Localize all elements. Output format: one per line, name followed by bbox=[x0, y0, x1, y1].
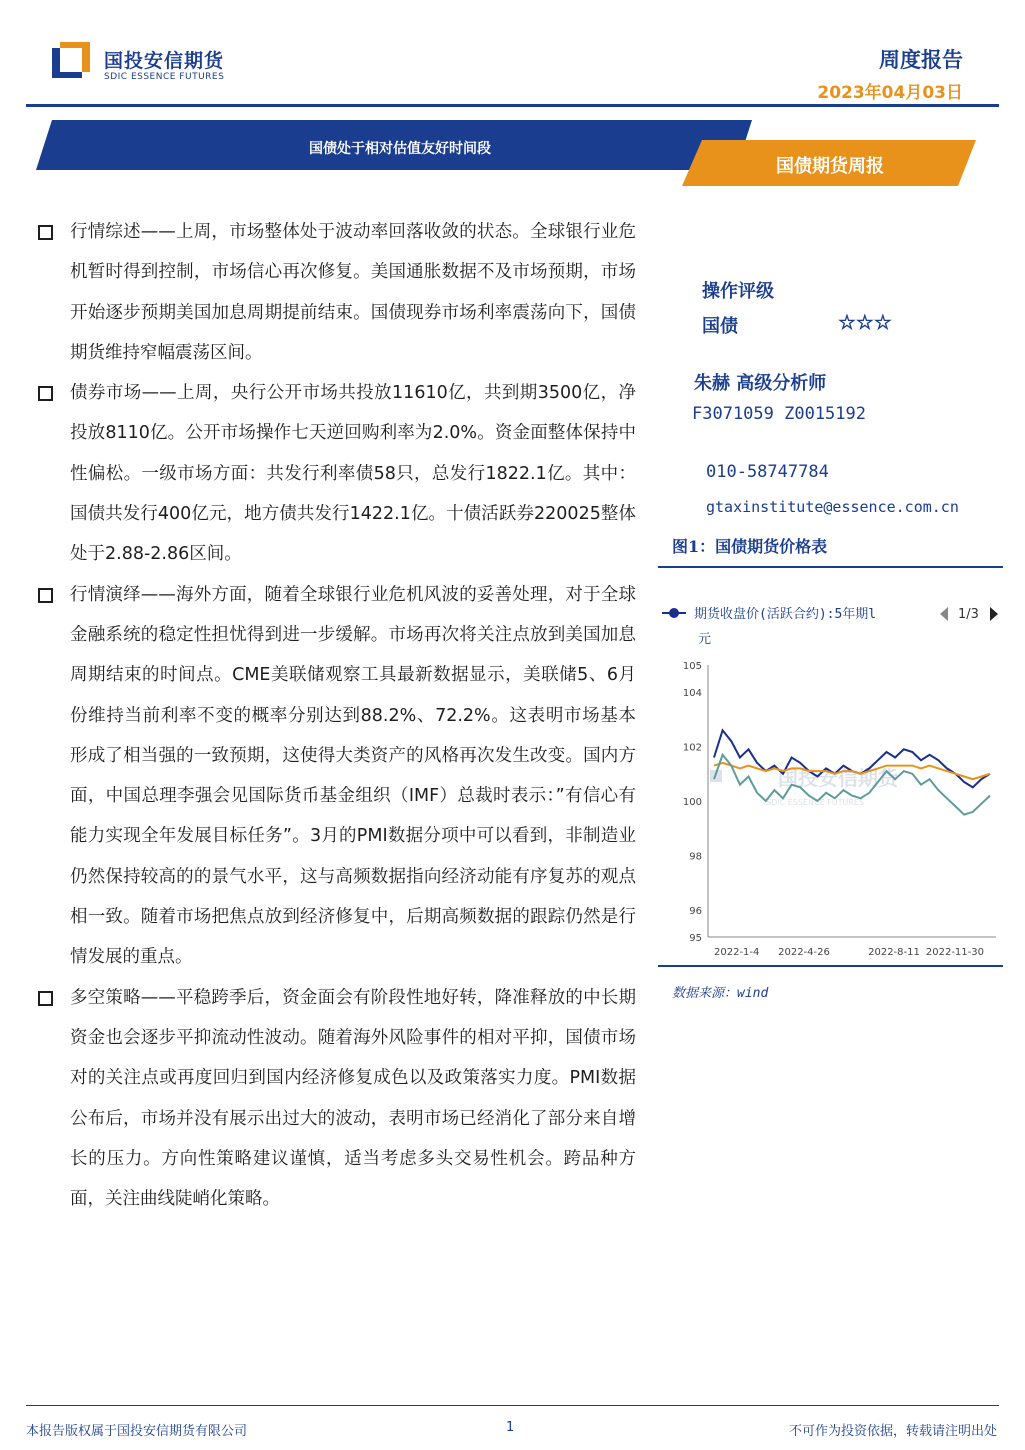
price-chart bbox=[658, 595, 1003, 965]
watermark-text: 国投安信期货 bbox=[778, 766, 898, 790]
legend-label: 期货收盘价(活跃合约):5年期l bbox=[694, 607, 877, 622]
logo-icon bbox=[52, 42, 94, 84]
y-tick-label: 95 bbox=[689, 933, 702, 944]
legend-prev-icon[interactable] bbox=[940, 607, 948, 621]
paragraph-market-evolution: 行情演绎——海外方面，随着全球银行业危机风波的妥善处理，对于全球金融系统的稳定性担忧得到进一步缓解。市场再次将关注点放到美国加息周期结束的时间点。CME美联储观察工具最新数据显示，美联储5、6月份维持当前利率不变的概率分别达到88.2%、72.2%。这表明市场基本形成了相当强的一致预期，这使得大类资产的风格再次发生改变。国内方面，中国总理李强会见国际货币基金组织（IMF）总裁时表示：”有信心有能力实现全年发展目标任务”。3月的PMI数据分项中可以看到，非制造业仍然保持较高的的景气水平，这与高频数据指向经济动能有序复苏的观点相一致。随着市场把焦点放到经济修复中，后期高频数据的跟踪仍然是行情发展的重点。 bbox=[36, 575, 636, 978]
figure-bottom-divider bbox=[658, 965, 1003, 967]
report-date: 2023年04月03日 bbox=[817, 83, 963, 103]
paragraph-strategy: 多空策略——平稳跨季后，资金面会有阶段性地好转，降准释放的中长期资金也会逐步平抑流动性波动。随着海外风险事件的相对平抑，国债市场对的关注点或再度回归到国内经济修复成色以及政策落实力度。PMI数据公布后，市场并没有展示出过大的波动，表明市场已经消化了部分来自增长的压力。方向性策略建议谨慎，适当考虑多头交易性机会。跨品种方面，关注曲线陡峭化策略。 bbox=[36, 978, 636, 1220]
paragraph-market-summary: 行情综述——上周，市场整体处于波动率回落收敛的状态。全球银行业危机暂时得到控制，市场信心再次修复。美国通胀数据不及市场预期，市场开始逐步预期美国加息周期提前结束。国债现券市场利率震荡向下，国债期货维持窄幅震荡区间。 bbox=[36, 212, 636, 373]
rating-product: 国债 bbox=[702, 316, 738, 337]
banner-title: 国债处于相对估值友好时间段 bbox=[309, 141, 491, 157]
paragraph-bond-market: 债券市场——上周，央行公开市场共投放11610亿，共到期3500亿，净投放8110亿。公开市场操作七天逆回购利率为2.0%。资金面整体保持中性偏松。一级市场方面：共发行利率债58只，总发行1822.1亿。其中：国债共发行400亿元，地方债共发行1422.1亿。十债活跃券220025整体处于2.88-2.86区间。 bbox=[36, 373, 636, 574]
report-series-tag: 国债期货周报 bbox=[776, 156, 884, 177]
y-tick-label: 96 bbox=[689, 905, 702, 917]
copyright-notice: 本报告版权属于国投安信期货有限公司 bbox=[26, 1424, 248, 1439]
checkbox-bullet-icon bbox=[38, 588, 53, 603]
figure-top-divider bbox=[658, 566, 1003, 568]
checkbox-bullet-icon bbox=[38, 386, 53, 401]
y-tick-label: 105 bbox=[682, 661, 702, 672]
x-tick-label: 2022-4-26 bbox=[778, 947, 830, 958]
figure-title: 图1：国债期货价格表 bbox=[672, 537, 828, 556]
data-source: 数据来源：wind bbox=[672, 986, 769, 1001]
y-tick-label: 102 bbox=[682, 742, 702, 754]
legend-next-icon[interactable] bbox=[990, 607, 998, 621]
contact-phone: 010-58747784 bbox=[706, 462, 829, 482]
x-tick-label: 2022-11-30 bbox=[925, 947, 984, 958]
company-logo-name: 国投安信期货 bbox=[104, 50, 225, 72]
legend-marker-icon bbox=[669, 608, 679, 618]
x-tick-label: 2022-8-11 bbox=[868, 947, 920, 958]
analyst-license: F3071059 Z0015192 bbox=[692, 404, 866, 424]
analyst-name: 朱赫 高级分析师 bbox=[694, 373, 827, 394]
main-content bbox=[36, 212, 636, 1219]
chart-legend bbox=[662, 606, 998, 647]
report-type: 周度报告 bbox=[879, 48, 963, 72]
disclaimer: 不可作为投资依据，转载请注明出处 bbox=[788, 1424, 997, 1439]
rating-label: 操作评级 bbox=[702, 281, 774, 302]
y-tick-label: 98 bbox=[689, 851, 702, 863]
chart-watermark bbox=[710, 766, 900, 807]
price-chart-svg bbox=[658, 595, 1003, 965]
checkbox-bullet-icon bbox=[38, 225, 53, 240]
watermark-english: SDIC ESSENCE FUTURES bbox=[766, 798, 865, 807]
footer-divider bbox=[26, 1405, 999, 1406]
page-number: 1 bbox=[506, 1420, 515, 1435]
x-tick-labels bbox=[714, 947, 984, 958]
x-tick-label: 2022-1-4 bbox=[714, 947, 760, 958]
y-tick-labels bbox=[683, 661, 702, 944]
y-tick-label: 104 bbox=[682, 688, 702, 700]
legend-unit: 元 bbox=[698, 632, 712, 647]
contact-email[interactable]: gtaxinstitute@essence.com.cn bbox=[706, 498, 959, 516]
checkbox-bullet-icon bbox=[38, 991, 53, 1006]
legend-page: 1/3 bbox=[958, 607, 979, 622]
company-logo-english: SDIC ESSENCE FUTURES bbox=[104, 72, 225, 82]
y-tick-label: 100 bbox=[682, 797, 702, 808]
header-divider bbox=[26, 104, 999, 107]
rating-stars: ☆☆☆ bbox=[838, 310, 892, 334]
